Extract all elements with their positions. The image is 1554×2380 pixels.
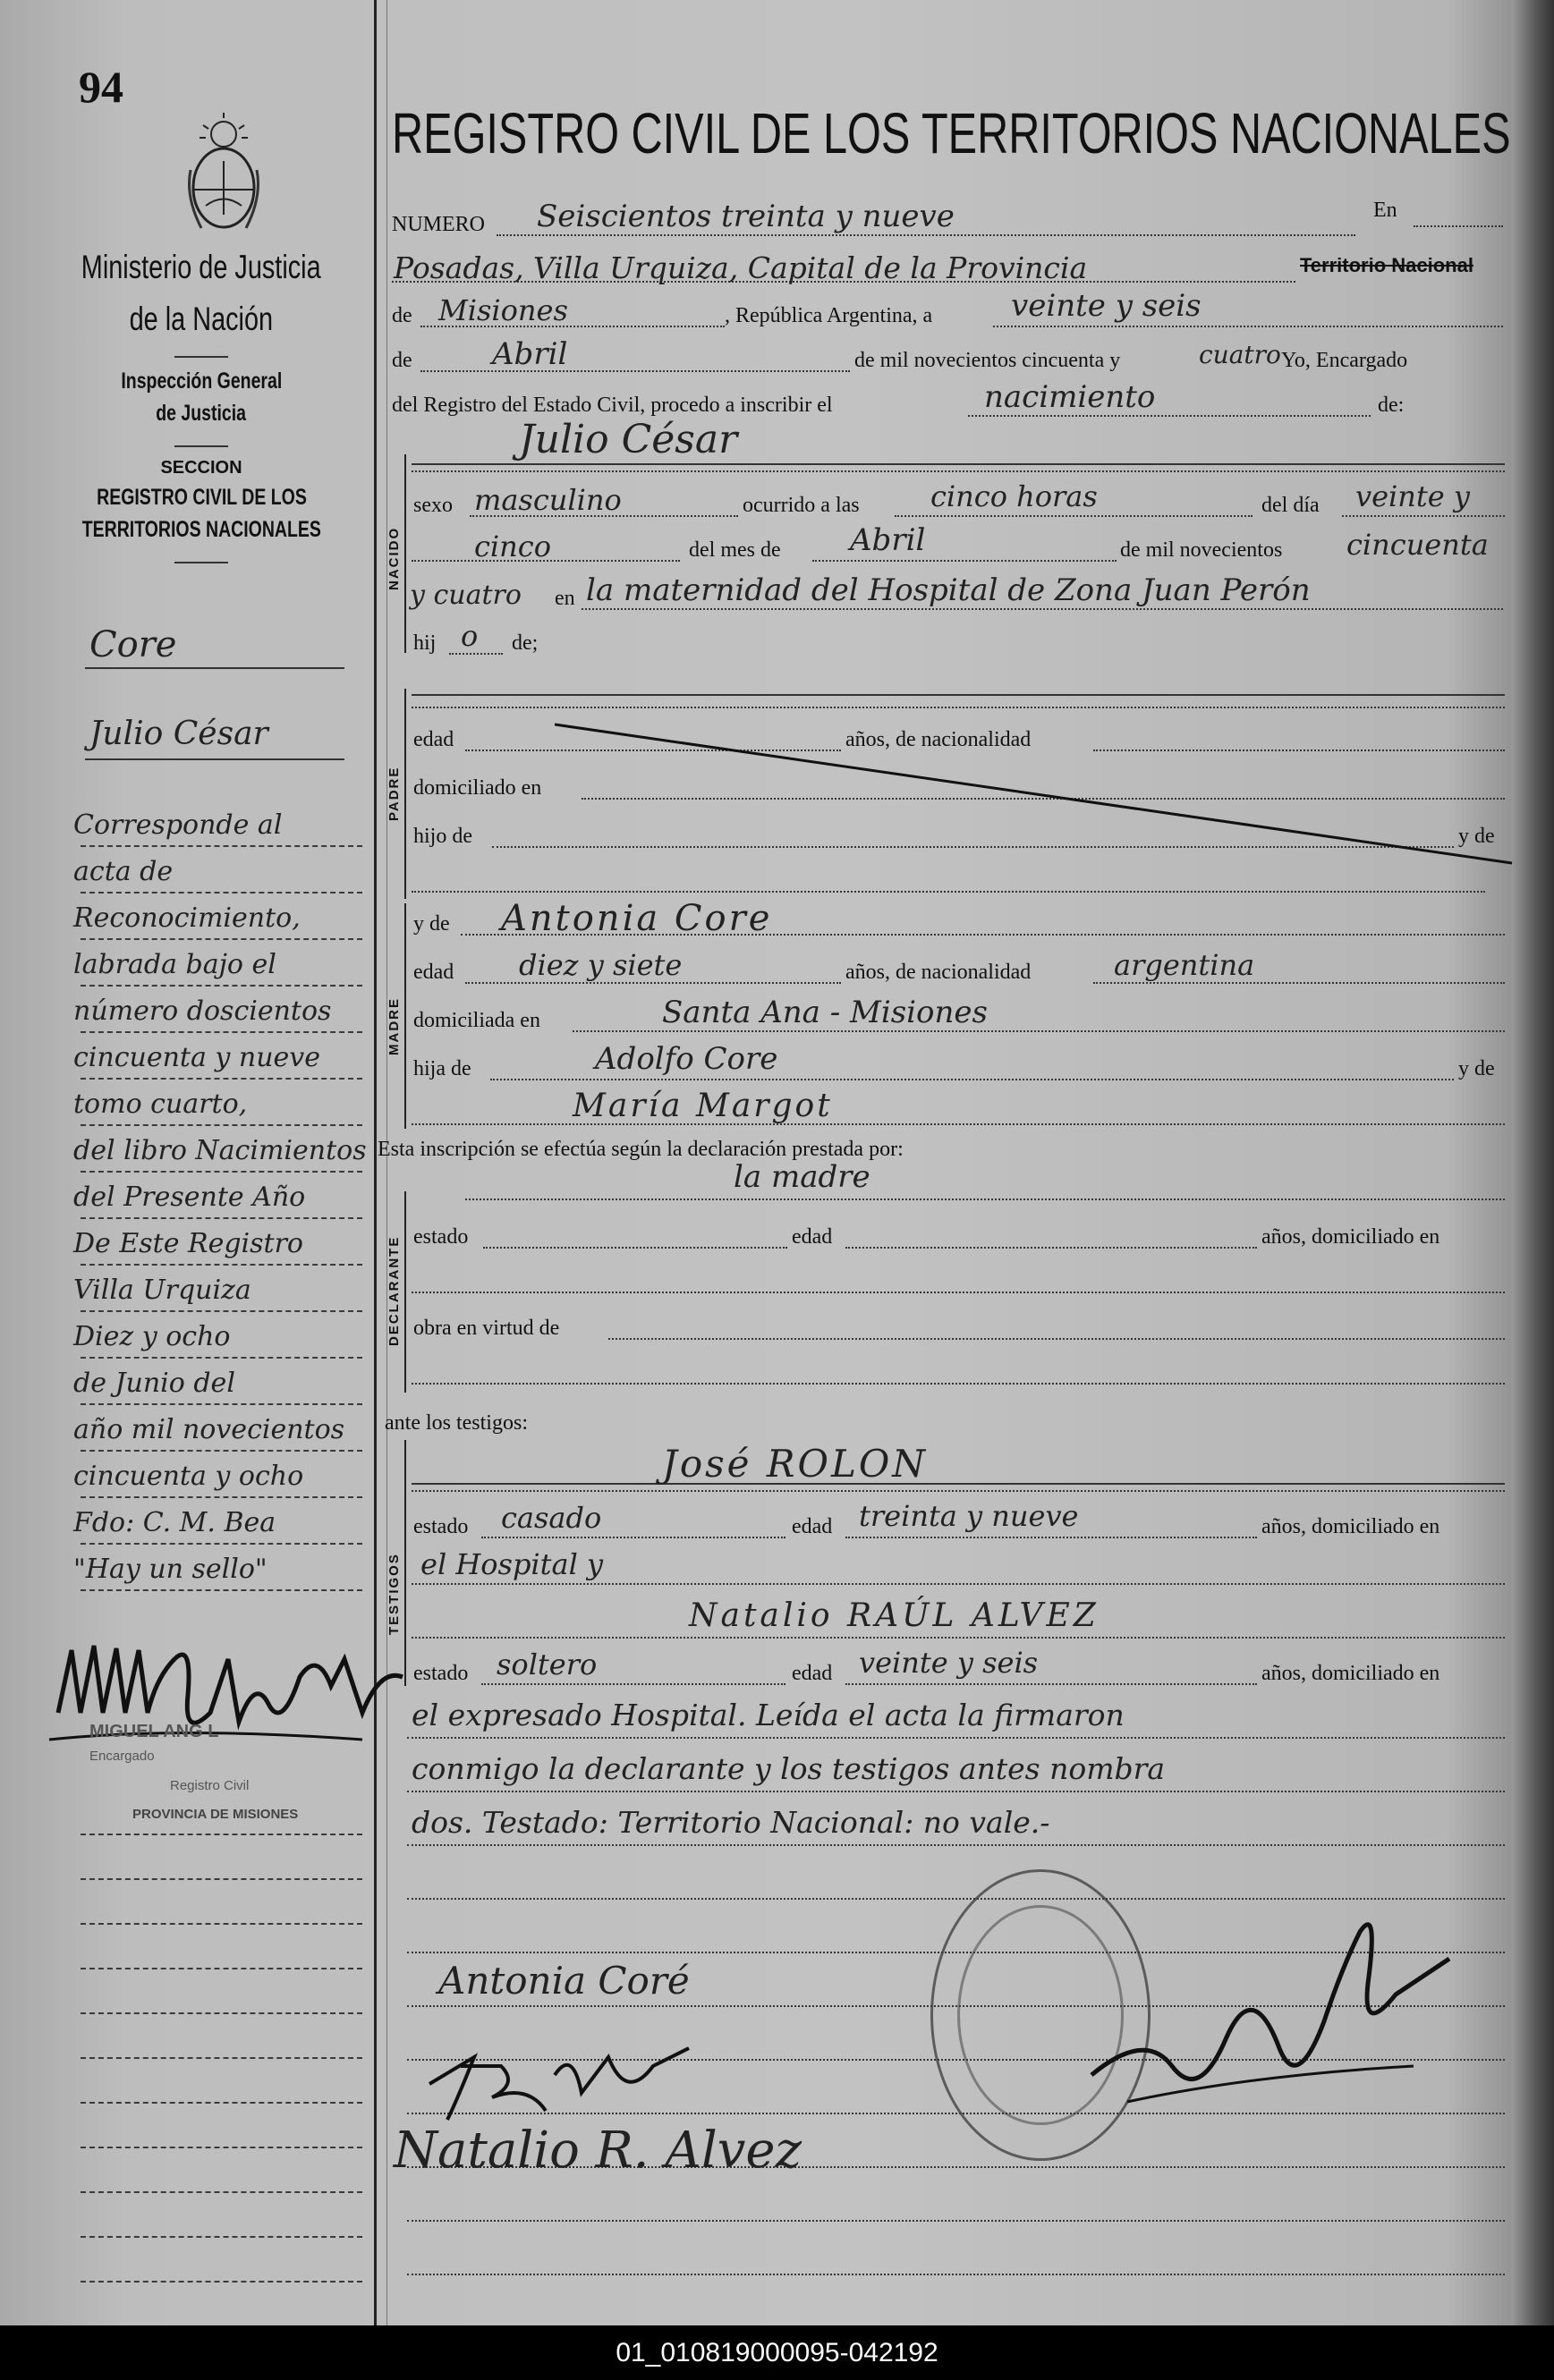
strike-through-line xyxy=(555,720,1521,872)
closing-line1: el expresado Hospital. Leída el acta la firmaron xyxy=(412,1698,1125,1732)
anio-value: cincuenta xyxy=(1346,528,1489,562)
declarante-obra-label: obra en virtud de xyxy=(413,1317,560,1340)
rule xyxy=(573,1030,1505,1032)
rule xyxy=(812,560,1117,562)
witness1-name: José ROLON xyxy=(662,1442,929,1486)
coat-of-arms-icon xyxy=(183,107,264,241)
rule xyxy=(845,1683,1257,1685)
left-rule xyxy=(81,1923,362,1925)
padre-domicilio-label: domiciliado en xyxy=(413,776,542,800)
de2-label: de xyxy=(392,349,412,372)
rule xyxy=(465,982,841,984)
madre-domicilio-label: domiciliada en xyxy=(413,1009,540,1032)
madre-nacionalidad-value: argentina xyxy=(1114,948,1255,982)
margin-rule xyxy=(81,845,362,847)
hora-value: cinco horas xyxy=(930,479,1098,513)
rule xyxy=(449,653,503,655)
rule xyxy=(407,1844,1505,1846)
margin-note-line: Reconocimiento, xyxy=(73,902,301,934)
madre-bracket xyxy=(404,903,406,1129)
left-rule xyxy=(81,2012,362,2014)
margin-rule xyxy=(85,758,344,760)
rule xyxy=(465,1198,1505,1200)
left-rule xyxy=(81,1968,362,1969)
left-rule xyxy=(81,2102,362,2104)
madre-madre-value: María Margot xyxy=(573,1088,833,1124)
de-label: de xyxy=(392,304,412,327)
margin-note-line: año mil novecientos xyxy=(73,1414,345,1445)
margin-rule xyxy=(81,1310,362,1312)
witness2-edad-label: edad xyxy=(792,1662,833,1685)
madre-edad-label: edad xyxy=(413,961,454,984)
margin-rule xyxy=(81,1543,362,1545)
left-rule xyxy=(81,2057,362,2059)
margin-note-line: número doscientos xyxy=(73,995,332,1027)
en-label: En xyxy=(1373,199,1397,222)
stamp-line2: Encargado xyxy=(89,1749,155,1764)
anio-value2: y cuatro xyxy=(410,580,522,611)
witness2-name: Natalio RAÚL ALVEZ xyxy=(689,1597,1100,1634)
testigos-label: TESTIGOS xyxy=(386,1553,402,1635)
rule xyxy=(968,415,1371,417)
stamp-line3: Registro Civil xyxy=(170,1778,250,1793)
rule xyxy=(497,234,1355,236)
rule xyxy=(407,1791,1505,1792)
rule xyxy=(412,1637,1505,1639)
testigos-intro: ante los testigos: xyxy=(385,1411,528,1435)
declarante-by-value: la madre xyxy=(734,1159,870,1195)
witness1-signature xyxy=(420,2030,707,2129)
margin-rule xyxy=(81,1450,362,1452)
margin-rule xyxy=(81,1031,362,1033)
section-label: SECCION xyxy=(160,458,242,478)
rule xyxy=(993,326,1503,327)
anio-label: de mil novecientos xyxy=(1120,538,1283,562)
witness2-signature: Natalio R. Alvez xyxy=(394,2122,802,2180)
rule xyxy=(483,1247,787,1249)
madre-padre-value: Adolfo Core xyxy=(595,1041,778,1077)
madre-anios-label: años, de nacionalidad xyxy=(845,961,1032,984)
nacido-bracket xyxy=(404,454,406,653)
column-divider-thin xyxy=(386,0,387,2325)
right-rule xyxy=(407,2274,1505,2275)
declarante-edad-label: edad xyxy=(792,1225,833,1249)
margin-note-line: "Hay un sello" xyxy=(73,1554,267,1585)
lugar-value: la maternidad del Hospital de Zona Juan Perón xyxy=(586,572,1311,608)
registry-line1: REGISTRO CIVIL DE LOS xyxy=(96,485,307,510)
padre-label: PADRE xyxy=(386,766,402,821)
margin-note-line: labrada bajo el xyxy=(73,949,276,980)
witness1-edad: treinta y nueve xyxy=(859,1499,1079,1533)
registrar-signature xyxy=(1074,1896,1467,2129)
rule xyxy=(481,1683,785,1685)
madre-yde2-label: y de xyxy=(1458,1057,1495,1080)
rule xyxy=(412,707,1505,708)
closing-line3: dos. Testado: Territorio Nacional: no vale.- xyxy=(412,1805,1050,1840)
rule xyxy=(412,1292,1505,1293)
year-value: cuatro xyxy=(1199,340,1281,369)
dia-label: del día xyxy=(1261,494,1320,517)
margin-rule xyxy=(81,1171,362,1173)
margin-rule xyxy=(81,938,362,940)
hij-value: o xyxy=(461,619,479,653)
place-value: Posadas, Villa Urquiza, Capital de la Provincia xyxy=(394,250,1088,285)
margin-rule xyxy=(81,1217,362,1219)
mes-value: Abril xyxy=(850,522,926,558)
padre-bracket xyxy=(404,689,406,899)
margin-surname: Core xyxy=(89,624,177,665)
province-value: Misiones xyxy=(438,293,568,327)
de3-label: de: xyxy=(1378,394,1405,417)
rule xyxy=(412,1483,1505,1485)
rule xyxy=(412,694,1505,696)
rule xyxy=(490,1079,1454,1080)
rule xyxy=(481,1537,785,1538)
mother-signature: Antonia Coré xyxy=(438,1959,690,2003)
left-rule xyxy=(81,2236,362,2238)
rule xyxy=(1093,982,1505,984)
column-divider xyxy=(374,0,377,2325)
numero-value: Seiscientos treinta y nueve xyxy=(537,199,955,234)
madre-hija-label: hija de xyxy=(413,1057,471,1080)
witness2-estado-label: estado xyxy=(413,1662,469,1685)
divider xyxy=(174,562,228,563)
left-rule xyxy=(81,2191,362,2193)
madre-yde-label: y de xyxy=(413,912,450,936)
rule xyxy=(412,1583,1505,1585)
left-rule xyxy=(81,1878,362,1880)
nacido-name: Julio César xyxy=(519,417,738,462)
yo-label: Yo, Encargado xyxy=(1281,349,1408,372)
witness2-anios-label: años, domiciliado en xyxy=(1261,1662,1440,1685)
month-value: Abril xyxy=(492,336,568,372)
margin-names: Julio César xyxy=(89,716,268,752)
form-title: REGISTRO CIVIL DE LOS TERRITORIOS NACIONALES xyxy=(392,101,1511,165)
margin-note-line: Fdo: C. M. Bea xyxy=(73,1507,276,1538)
rule xyxy=(412,463,1505,465)
margin-note-line: Diez y ocho xyxy=(73,1321,231,1352)
margin-rule xyxy=(81,1403,362,1405)
margin-rule xyxy=(85,667,344,669)
padre-anios-label: años, de nacionalidad xyxy=(845,728,1032,751)
sexo-label: sexo xyxy=(413,494,453,517)
witness1-anios-label: años, domiciliado en xyxy=(1261,1515,1440,1538)
margin-rule xyxy=(81,892,362,894)
rule xyxy=(608,1338,1505,1340)
ministry-line2: de la Nación xyxy=(129,301,274,337)
witness1-estado-label: estado xyxy=(413,1515,469,1538)
day-value: veinte y seis xyxy=(1011,288,1202,324)
rule xyxy=(582,608,1503,610)
en-label: en xyxy=(555,587,575,610)
declarante-anios-label: años, domiciliado en xyxy=(1261,1225,1440,1249)
witness2-edad: veinte y seis xyxy=(859,1646,1039,1680)
closing-line2: conmigo la declarante y los testigos antes nombra xyxy=(412,1751,1166,1786)
margin-note-line: del Presente Año xyxy=(73,1182,306,1213)
right-rule xyxy=(407,2220,1505,2222)
territorio-label: Territorio Nacional xyxy=(1300,254,1473,276)
madre-edad-value: diez y siete xyxy=(519,948,683,982)
stamp-line1: MIGUEL ANG L xyxy=(89,1722,219,1741)
padre-yde-label: y de xyxy=(1458,825,1495,848)
testigos-bracket xyxy=(404,1440,406,1686)
rule xyxy=(407,1737,1505,1739)
book-spine-shadow xyxy=(1511,0,1554,2380)
margin-note-line: de Junio del xyxy=(73,1368,235,1399)
rule xyxy=(412,891,1485,893)
nacido-label: NACIDO xyxy=(386,526,402,590)
madre-label: MADRE xyxy=(386,997,402,1055)
divider xyxy=(174,356,228,358)
margin-note-line: tomo cuarto, xyxy=(73,1088,248,1120)
witness1-edad-label: edad xyxy=(792,1515,833,1538)
declarante-label: DECLARANTE xyxy=(386,1235,402,1346)
margin-rule xyxy=(81,1264,362,1266)
padre-hijo-label: hijo de xyxy=(413,825,472,848)
margin-rule xyxy=(81,1589,362,1591)
left-rule xyxy=(81,2147,362,2148)
left-rule xyxy=(81,1834,362,1835)
declarante-intro: Esta inscripción se efectúa según la declaración prestada por: xyxy=(378,1138,904,1161)
stamp-line4: PROVINCIA DE MISIONES xyxy=(132,1807,299,1822)
ministry-line1: Ministerio de Justicia xyxy=(81,249,321,285)
registro-label: del Registro del Estado Civil, procedo a inscribir el xyxy=(392,394,833,417)
ocurrido-label: ocurrido a las xyxy=(743,494,860,517)
witness1-domicilio: el Hospital y xyxy=(420,1547,604,1581)
madre-name: Antonia Core xyxy=(501,898,773,939)
rule xyxy=(412,1490,1505,1492)
rule xyxy=(412,1383,1505,1385)
margin-rule xyxy=(81,1078,362,1080)
margin-note-line: De Este Registro xyxy=(73,1228,303,1259)
inspection-line2: de Justicia xyxy=(156,401,247,426)
rule xyxy=(895,515,1253,517)
left-rule xyxy=(81,2281,362,2283)
page-number: 94 xyxy=(79,62,123,112)
dia-value2: cinco xyxy=(474,529,551,563)
republica-label: , República Argentina, a xyxy=(725,304,933,327)
mes-label: del mes de xyxy=(689,538,781,562)
margin-note-line: del libro Nacimientos xyxy=(73,1135,367,1166)
act-value: nacimiento xyxy=(984,379,1156,415)
dia-value: veinte y xyxy=(1355,479,1470,513)
rule xyxy=(845,1247,1257,1249)
rule xyxy=(845,1537,1257,1538)
margin-note-line: Villa Urquiza xyxy=(73,1275,251,1306)
inspection-line1: Inspección General xyxy=(121,368,282,394)
divider xyxy=(174,445,228,447)
rule xyxy=(412,470,1505,472)
madre-domicilio-value: Santa Ana - Misiones xyxy=(662,995,988,1030)
margin-rule xyxy=(81,985,362,987)
margin-note-line: Corresponde al xyxy=(73,809,283,841)
registry-line2: TERRITORIOS NACIONALES xyxy=(81,517,321,542)
margin-note-line: cincuenta y nueve xyxy=(73,1042,320,1073)
witness2-estado: soltero xyxy=(497,1647,598,1681)
rule xyxy=(1414,225,1503,227)
margin-rule xyxy=(81,1124,362,1126)
year-label: de mil novecientos cincuenta y xyxy=(854,349,1121,372)
margin-note-line: cincuenta y ocho xyxy=(73,1461,304,1492)
numero-label: NUMERO xyxy=(392,213,486,236)
declarante-estado-label: estado xyxy=(413,1225,469,1249)
rule xyxy=(420,370,850,372)
de-label: de; xyxy=(512,631,539,655)
sexo-value: masculino xyxy=(474,483,622,517)
rule xyxy=(1342,515,1505,517)
footer-code: 01_010819000095-042192 xyxy=(0,2325,1554,2380)
declarante-bracket xyxy=(404,1191,406,1393)
padre-edad-label: edad xyxy=(413,728,454,751)
margin-note-line: acta de xyxy=(73,856,174,887)
hij-label: hij xyxy=(413,631,437,655)
witness1-estado: casado xyxy=(501,1501,602,1535)
margin-rule xyxy=(81,1496,362,1498)
margin-rule xyxy=(81,1357,362,1359)
